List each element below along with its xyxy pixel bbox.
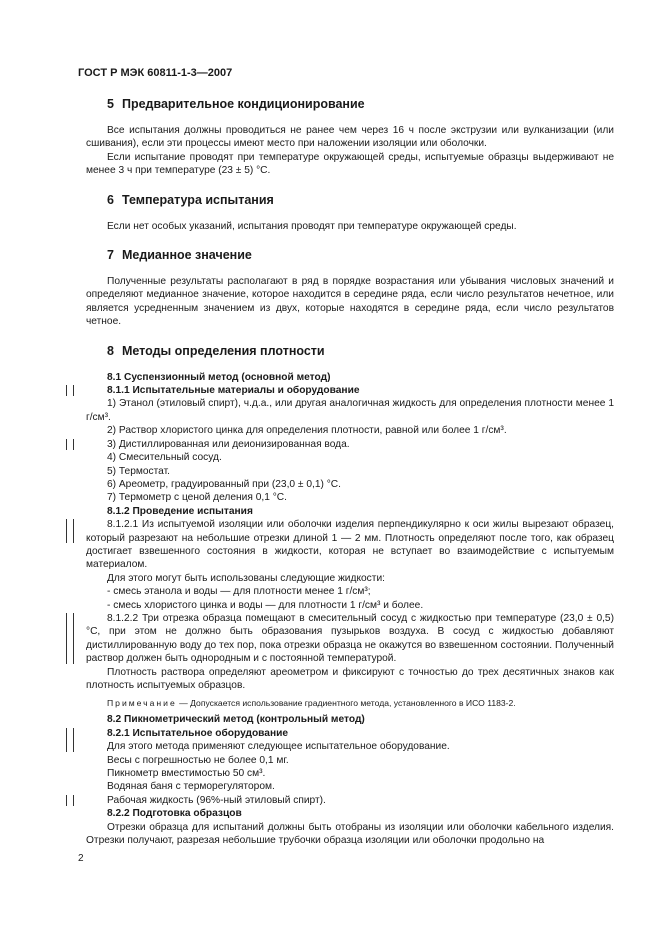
section-title: Медианное значение	[121, 248, 252, 263]
section-7	[86, 247, 614, 329]
change-bar	[66, 439, 74, 450]
row-eq4	[86, 794, 614, 807]
section-8	[86, 343, 614, 848]
row-8-1-2-2	[86, 612, 614, 666]
paragraph: Пикнометр вместимостью 50 см³.	[107, 768, 266, 780]
section-6-heading	[86, 192, 614, 208]
list-item: 6) Ареометр, градуированный при (23,0 ± 0,1) °С.	[107, 478, 341, 490]
list-item: 5) Термостат.	[107, 465, 170, 477]
paragraph: 8.1.2.1 Из испытуемой изоляции или оболочки изделия перпендикулярно к оси жилы вырезают образец, который разрезают на небольшие отрезки длиной 1 — 2 мм. Плотность определяют после того, как образец достигает взвешенного состояния в жидкости, которая не вступает во взаимодействие с испытуемым материалом.	[86, 519, 614, 571]
row-8-1-1	[86, 384, 614, 397]
section-number: 6	[107, 192, 114, 207]
section-title: Методы определения плотности	[121, 343, 325, 358]
list-item: 4) Смесительный сосуд.	[107, 452, 222, 464]
change-bar	[66, 385, 74, 396]
row-item-3	[86, 438, 614, 451]
paragraph: - смесь этанола и воды — для плотности менее 1 г/см³;	[107, 586, 371, 598]
paragraph: Весы с погрешностью не более 0,1 мг.	[107, 754, 289, 766]
subsection-8-2-2-heading: 8.2.2 Подготовка образцов	[107, 808, 242, 820]
change-bar	[66, 519, 74, 543]
paragraph: Для этого могут быть использованы следующие жидкости:	[107, 572, 385, 584]
paragraph: - смесь хлористого цинка и воды — для плотности 1 г/см³ и более.	[107, 599, 424, 611]
note-text: — Допускается использование градиентного метода, установленного в ИСО 1183-2.	[176, 698, 516, 709]
paragraph: Для этого метода применяют следующее испытательное оборудование.	[107, 741, 450, 753]
paragraph: Полученные результаты располагают в ряд в порядке возрастания или убывания числовых значений и определяют медианное значение, которое находится в середине ряда, если число результатов нечетное, или является усредненным значением из двух, которые находятся в середине ряда, если число результатов четное.	[86, 276, 614, 328]
section-number: 5	[107, 97, 114, 111]
paragraph: Рабочая жидкость (96%-ный этиловый спирт).	[107, 794, 326, 806]
row-8-1-2-1	[86, 518, 614, 572]
subsection-8-1-2-heading: 8.1.2 Проведение испытания	[107, 505, 253, 517]
subsection-8-1-heading: 8.1 Суспензионный метод (основной метод)	[107, 371, 331, 383]
note	[86, 697, 614, 709]
section-5	[86, 96, 614, 178]
paragraph: Отрезки образца для испытаний должны быть отобраны из изоляции или оболочки кабельного изделия. Отрезки получают, разрезая небольшие трубочки образца изоляции или оболочки продольно на	[86, 821, 614, 847]
list-item: 7) Термометр с ценой деления 0,1 °С.	[107, 492, 287, 504]
paragraph: 8.1.2.2 Три отрезка образца помещают в смесительный сосуд с жидкостью при температуре (23,0 ± 0,5) °С, при этом не должно быть образования пузырьков воздуха. В сосуд с жидкостью добавляют дистиллированную воду до тех пор, пока отрезки образца не окажутся во взвешенном состоянии. Полученный раствор должен быть однородным и с постоянной температурой.	[86, 612, 614, 665]
section-8-heading	[86, 343, 614, 359]
section-title: Предварительное кондиционирование	[121, 97, 365, 111]
section-number: 8	[107, 343, 114, 358]
paragraph: Если испытание проводят при температуре окружающей среды, испытуемые образцы выдерживают не менее 3 ч при температуре (23 ± 5) °С.	[86, 151, 614, 177]
section-7-heading	[86, 247, 614, 263]
change-bar	[66, 728, 74, 752]
subsection-8-2-heading: 8.2 Пикнометрический метод (контрольный метод)	[107, 714, 365, 726]
section-5-heading	[86, 96, 614, 112]
page-number: 2	[78, 853, 84, 864]
page-content	[86, 96, 614, 847]
subsection-8-2-1-heading: 8.2.1 Испытательное оборудование	[107, 727, 289, 739]
section-6	[86, 192, 614, 233]
change-bar	[66, 795, 74, 806]
paragraph: Все испытания должны проводиться не ранее чем через 16 ч после экструзии или вулканизации (или сшивания), если эти процессы имеют место при наложении изоляции или оболочки.	[86, 125, 614, 150]
list-item: 1) Этанол (этиловый спирт), ч.д.а., или другая аналогичная жидкость для определения плотности менее 1 г/см³.	[86, 398, 614, 423]
paragraph: Водяная баня с терморегулятором.	[107, 781, 275, 793]
paragraph: Плотность раствора определяют ареометром и фиксируют с точностью до трех десятичных знаков как плотность испытуемых образцов.	[86, 666, 614, 691]
list-item: 2) Раствор хлористого цинка для определения плотности, равной или более 1 г/см³.	[107, 425, 507, 437]
subsection-8-1-1-heading: 8.1.1 Испытательные материалы и оборудование	[107, 385, 360, 397]
row-8-2-1	[86, 727, 614, 754]
list-item: 3) Дистиллированная или деионизированная вода.	[107, 438, 350, 450]
paragraph: Если нет особых указаний, испытания проводят при температуре окружающей среды.	[107, 220, 517, 232]
change-bar	[66, 613, 74, 664]
note-label: Примечание	[107, 698, 177, 709]
section-number: 7	[107, 248, 114, 263]
section-title: Температура испытания	[121, 192, 274, 207]
standard-header: ГОСТ Р МЭК 60811-1-3—2007	[78, 67, 233, 79]
